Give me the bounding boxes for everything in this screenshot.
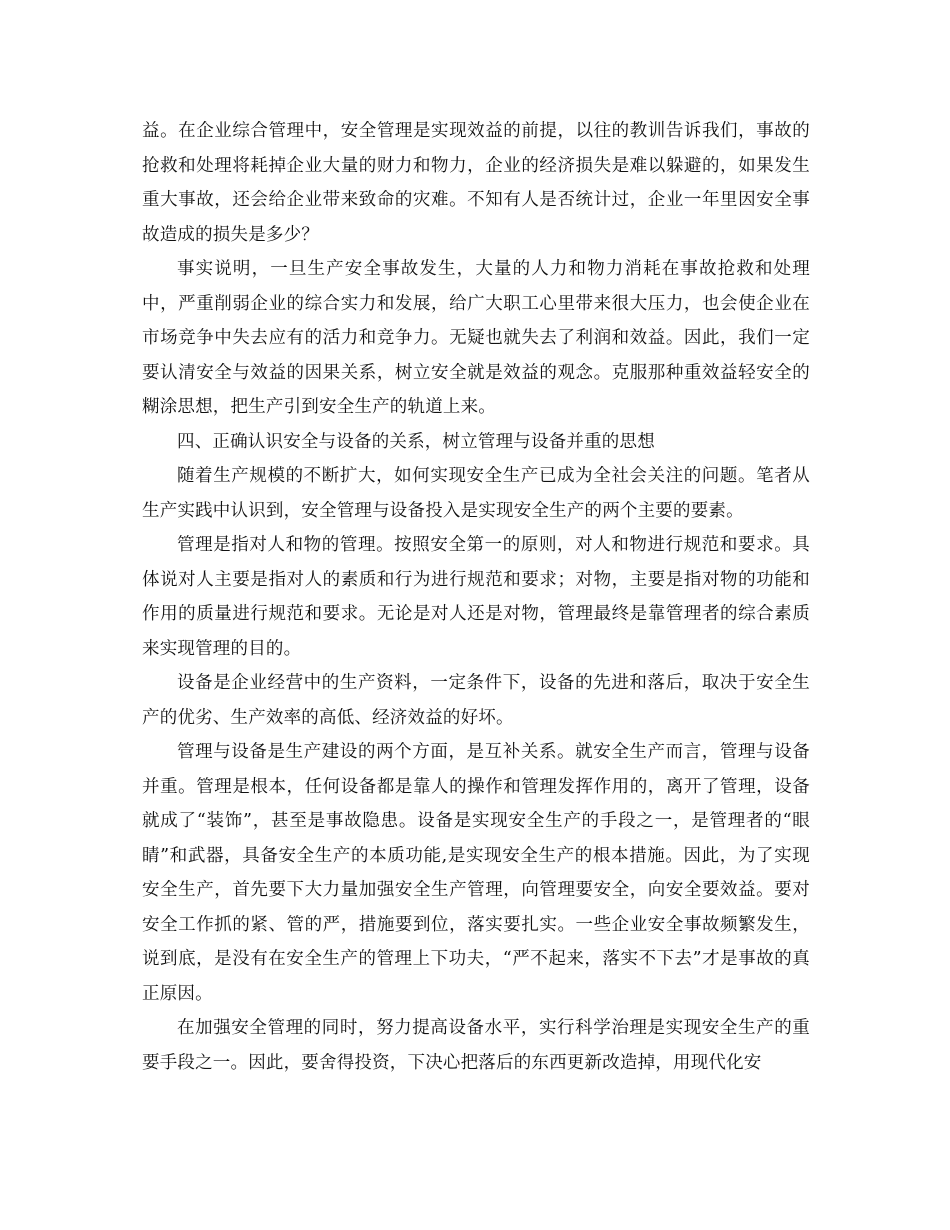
paragraph-6: 设备是企业经营中的生产资料，一定条件下，设备的先进和落后，取决于安全生产的优劣、生产效率的高低、经济效益的好坏。 [142,673,810,728]
paragraph-4: 随着生产规模的不断扩大，如何实现安全生产已成为全社会关注的问题。笔者从生产实践中认识到，安全管理与设备投入是实现安全生产的两个主要的要素。 [142,466,810,521]
paragraph-8: 在加强安全管理的同时，努力提高设备水平，实行科学治理是实现安全生产的重要手段之一。因此，要舍得投资，下决心把落后的东西更新改造掉，用现代化安 [142,1018,810,1073]
paragraph-7: 管理与设备是生产建设的两个方面，是互补关系。就安全生产而言，管理与设备并重。管理是根本，任何设备都是靠人的操作和管理发挥作用的，离开了管理，设备就成了“装饰”，甚至是事故隐患。设备是实现安全生产的手段之一，是管理者的“眼睛”和武器，具备安全生产的本质功能,是实现安全生产的根本措施。因此，为了实现安全生产，首先要下大力量加强安全生产管理，向管理要安全，向安全要效益。要对安全工作抓的紧、管的严，措施要到位，落实要扎实。一些企业安全事故频繁发生，说到底，是没有在安全生产的管理上下功夫，“严不起来，落实不下去”才是事故的真正原因。 [142,742,810,1004]
document-body [142,114,810,1080]
paragraph-2: 事实说明，一旦生产安全事故发生，大量的人力和物力消耗在事故抢救和处理中，严重削弱企业的综合实力和发展，给广大职工心里带来很大压力，也会使企业在市场竞争中失去应有的活力和竞争力。无疑也就失去了利润和效益。因此，我们一定要认清安全与效益的因果关系，树立安全就是效益的观念。克服那种重效益轻安全的糊涂思想，把生产引到安全生产的轨道上来。 [142,259,810,417]
paragraph-1: 益。在企业综合管理中，安全管理是实现效益的前提，以往的教训告诉我们，事故的抢救和处理将耗掉企业大量的财力和物力，企业的经济损失是难以躲避的，如果发生重大事故，还会给企业带来致命的灾难。不知有人是否统计过，企业一年里因安全事故造成的损失是多少？ [142,121,810,245]
section-heading-4: 四、正确认识安全与设备的关系，树立管理与设备并重的思想 [177,431,655,452]
paragraph-5: 管理是指对人和物的管理。按照安全第一的原则，对人和物进行规范和要求。具体说对人主要是指对人的素质和行为进行规范和要求；对物，主要是指对物的功能和作用的质量进行规范和要求。无论是对人还是对物，管理最终是靠管理者的综合素质来实现管理的目的。 [142,535,810,659]
